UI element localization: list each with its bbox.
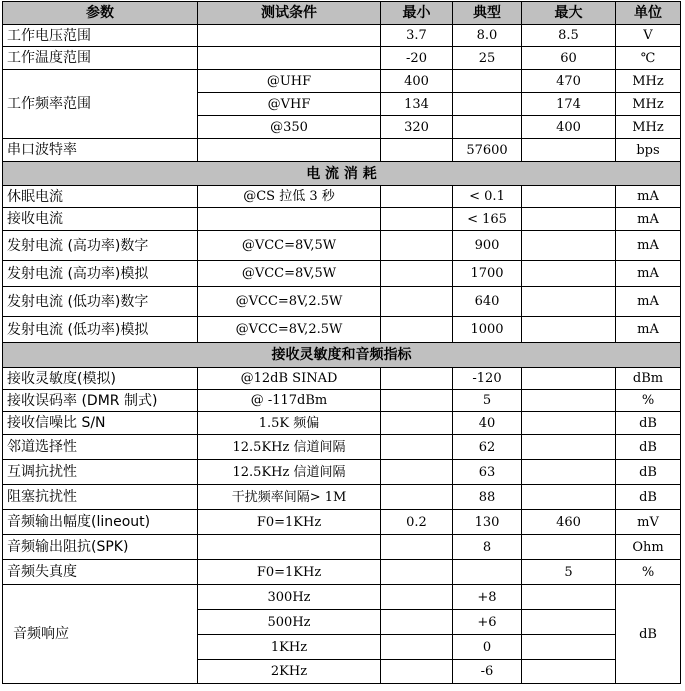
typ-cell: 63	[453, 460, 522, 485]
condition-cell: 2KHz	[198, 660, 381, 684]
param-cell: 串口波特率	[3, 139, 198, 162]
unit-cell: dB	[616, 435, 681, 460]
param-cell: 发射电流 (高功率)数字	[3, 231, 198, 261]
unit-cell: %	[616, 560, 681, 585]
max-cell	[522, 535, 616, 560]
section-title: 接收灵敏度和音频指标	[3, 343, 681, 368]
min-cell: 3.7	[381, 25, 453, 47]
max-cell	[522, 660, 616, 684]
unit-cell: Ohm	[616, 535, 681, 560]
max-cell: 60	[522, 47, 616, 70]
unit-cell: ℃	[616, 47, 681, 70]
table-row	[3, 412, 681, 435]
unit-cell: mA	[616, 186, 681, 208]
min-cell	[381, 139, 453, 162]
table-row	[3, 139, 681, 162]
min-cell	[381, 186, 453, 208]
table-row	[3, 231, 681, 261]
min-cell: 134	[381, 93, 453, 116]
max-cell	[522, 186, 616, 208]
table-row	[3, 25, 681, 47]
condition-cell: F0=1KHz	[198, 560, 381, 585]
param-cell: 接收电流	[3, 208, 198, 231]
max-cell	[522, 485, 616, 510]
typ-cell: 40	[453, 412, 522, 435]
max-cell	[522, 261, 616, 287]
col-header: 最大	[522, 2, 616, 25]
condition-cell: @VCC=8V,5W	[198, 261, 381, 287]
table-row	[3, 287, 681, 317]
param-cell: 音频输出阻抗(SPK)	[3, 535, 198, 560]
typ-cell: 8.0	[453, 25, 522, 47]
typ-cell	[453, 116, 522, 139]
param-cell: 音频失真度	[3, 560, 198, 585]
min-cell: 0.2	[381, 510, 453, 535]
unit-cell: dBm	[616, 368, 681, 390]
typ-cell	[453, 93, 522, 116]
unit-cell: mV	[616, 510, 681, 535]
min-cell	[381, 231, 453, 261]
max-cell	[522, 460, 616, 485]
min-cell	[381, 435, 453, 460]
condition-cell: 12.5KHz 信道间隔	[198, 435, 381, 460]
condition-cell: F0=1KHz	[198, 510, 381, 535]
table-row	[3, 390, 681, 412]
typ-cell: 1000	[453, 317, 522, 343]
unit-cell: mA	[616, 208, 681, 231]
max-cell	[522, 412, 616, 435]
table-row	[3, 317, 681, 343]
typ-cell: 0	[453, 635, 522, 660]
param-cell: 接收误码率 (DMR 制式)	[3, 390, 198, 412]
max-cell: 174	[522, 93, 616, 116]
unit-cell: mA	[616, 287, 681, 317]
condition-cell: @ -117dBm	[198, 390, 381, 412]
unit-cell: MHz	[616, 93, 681, 116]
table-row	[3, 368, 681, 390]
unit-cell: dB	[616, 412, 681, 435]
condition-cell	[198, 208, 381, 231]
min-cell	[381, 660, 453, 684]
max-cell	[522, 317, 616, 343]
typ-cell: 88	[453, 485, 522, 510]
typ-cell: 900	[453, 231, 522, 261]
typ-cell	[453, 70, 522, 93]
col-header: 典型	[453, 2, 522, 25]
typ-cell: 62	[453, 435, 522, 460]
min-cell: -20	[381, 47, 453, 70]
typ-cell: +6	[453, 610, 522, 635]
condition-cell	[198, 535, 381, 560]
max-cell	[522, 139, 616, 162]
typ-cell: 130	[453, 510, 522, 535]
max-cell	[522, 287, 616, 317]
condition-cell: 12.5KHz 信道间隔	[198, 460, 381, 485]
typ-cell: 640	[453, 287, 522, 317]
unit-cell: dB	[616, 485, 681, 510]
section-row	[3, 162, 681, 186]
condition-cell: @UHF	[198, 70, 381, 93]
condition-cell: 1KHz	[198, 635, 381, 660]
min-cell	[381, 368, 453, 390]
condition-cell: @VCC=8V,2.5W	[198, 317, 381, 343]
typ-cell: 8	[453, 535, 522, 560]
param-cell: 音频响应	[3, 585, 198, 684]
param-cell: 阻塞抗扰性	[3, 485, 198, 510]
min-cell	[381, 535, 453, 560]
table-row	[3, 585, 681, 610]
condition-cell: 300Hz	[198, 585, 381, 610]
unit-cell: mA	[616, 317, 681, 343]
condition-cell: @CS 拉低 3 秒	[198, 186, 381, 208]
spec-table	[2, 1, 681, 684]
condition-cell: @VCC=8V,2.5W	[198, 287, 381, 317]
min-cell	[381, 317, 453, 343]
table-row	[3, 261, 681, 287]
typ-cell: < 165	[453, 208, 522, 231]
header-row	[3, 2, 681, 25]
typ-cell: 1700	[453, 261, 522, 287]
table-row	[3, 435, 681, 460]
max-cell: 8.5	[522, 25, 616, 47]
unit-cell: MHz	[616, 70, 681, 93]
param-cell: 发射电流 (高功率)模拟	[3, 261, 198, 287]
param-cell: 接收灵敏度(模拟)	[3, 368, 198, 390]
condition-cell	[198, 47, 381, 70]
param-cell: 休眠电流	[3, 186, 198, 208]
unit-cell: MHz	[616, 116, 681, 139]
condition-cell	[198, 25, 381, 47]
unit-cell: %	[616, 390, 681, 412]
condition-cell: 500Hz	[198, 610, 381, 635]
max-cell: 5	[522, 560, 616, 585]
max-cell	[522, 610, 616, 635]
min-cell: 400	[381, 70, 453, 93]
param-cell: 音频输出幅度(lineout)	[3, 510, 198, 535]
condition-cell	[198, 139, 381, 162]
max-cell: 460	[522, 510, 616, 535]
min-cell	[381, 390, 453, 412]
param-cell: 发射电流 (低功率)数字	[3, 287, 198, 317]
typ-cell: 5	[453, 390, 522, 412]
table-row	[3, 460, 681, 485]
table-row	[3, 560, 681, 585]
col-header: 参数	[3, 2, 198, 25]
col-header: 测试条件	[198, 2, 381, 25]
min-cell	[381, 287, 453, 317]
min-cell	[381, 412, 453, 435]
min-cell: 320	[381, 116, 453, 139]
min-cell	[381, 485, 453, 510]
table-row	[3, 208, 681, 231]
table-row	[3, 510, 681, 535]
unit-cell: bps	[616, 139, 681, 162]
min-cell	[381, 635, 453, 660]
unit-cell: dB	[616, 460, 681, 485]
section-title: 电 流 消 耗	[3, 162, 681, 186]
max-cell	[522, 435, 616, 460]
table-row	[3, 485, 681, 510]
typ-cell: < 0.1	[453, 186, 522, 208]
condition-cell: @VHF	[198, 93, 381, 116]
typ-cell: +8	[453, 585, 522, 610]
min-cell	[381, 585, 453, 610]
max-cell	[522, 585, 616, 610]
max-cell	[522, 390, 616, 412]
param-cell: 工作频率范围	[3, 70, 198, 139]
typ-cell	[453, 560, 522, 585]
param-cell: 发射电流 (低功率)模拟	[3, 317, 198, 343]
max-cell	[522, 231, 616, 261]
unit-cell: dB	[616, 585, 681, 684]
typ-cell: -6	[453, 660, 522, 684]
table-row	[3, 186, 681, 208]
condition-cell: @350	[198, 116, 381, 139]
param-cell: 接收信噪比 S/N	[3, 412, 198, 435]
min-cell	[381, 610, 453, 635]
max-cell	[522, 368, 616, 390]
param-cell: 互调抗扰性	[3, 460, 198, 485]
param-cell: 工作电压范围	[3, 25, 198, 47]
unit-cell: V	[616, 25, 681, 47]
param-cell: 邻道选择性	[3, 435, 198, 460]
table-row	[3, 47, 681, 70]
unit-cell: mA	[616, 261, 681, 287]
condition-cell: @12dB SINAD	[198, 368, 381, 390]
max-cell	[522, 208, 616, 231]
min-cell	[381, 208, 453, 231]
condition-cell: 干扰频率间隔> 1M	[198, 485, 381, 510]
col-header: 单位	[616, 2, 681, 25]
typ-cell: -120	[453, 368, 522, 390]
table-row	[3, 70, 681, 93]
col-header: 最小	[381, 2, 453, 25]
condition-cell: @VCC=8V,5W	[198, 231, 381, 261]
min-cell	[381, 460, 453, 485]
min-cell	[381, 560, 453, 585]
typ-cell: 57600	[453, 139, 522, 162]
min-cell	[381, 261, 453, 287]
table-row	[3, 535, 681, 560]
param-cell: 工作温度范围	[3, 47, 198, 70]
max-cell: 400	[522, 116, 616, 139]
max-cell	[522, 635, 616, 660]
typ-cell: 25	[453, 47, 522, 70]
max-cell: 470	[522, 70, 616, 93]
condition-cell: 1.5K 频偏	[198, 412, 381, 435]
section-row	[3, 343, 681, 368]
unit-cell: mA	[616, 231, 681, 261]
